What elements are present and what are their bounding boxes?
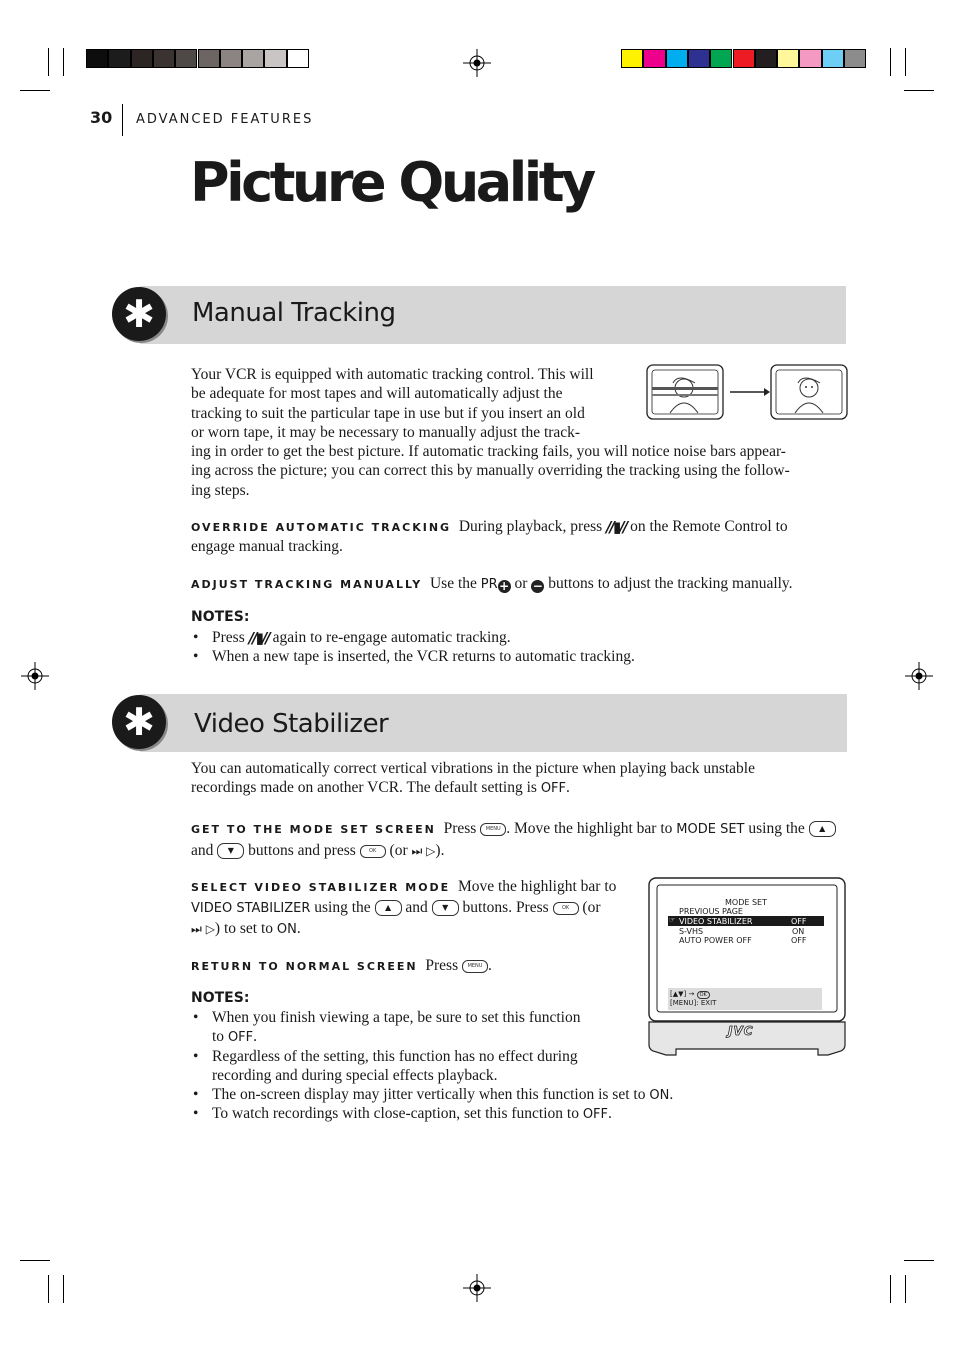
text-line: ing steps.	[191, 481, 250, 499]
osd-title: MODE SET	[725, 898, 767, 907]
crop-mark	[63, 1275, 64, 1303]
registration-target-icon	[463, 49, 491, 77]
color-swatch	[755, 49, 777, 68]
value-off: OFF	[227, 1030, 254, 1046]
running-head: ADVANCED FEATURES	[136, 112, 314, 127]
note-item: To watch recordings with close-caption, set this function to OFF.	[212, 1105, 612, 1122]
color-swatch	[844, 49, 866, 68]
text-span: recordings made on another VCR. The default setting is	[191, 779, 537, 797]
crop-mark	[63, 48, 64, 76]
bullet-icon: •	[193, 648, 199, 665]
play-icon: ▷	[426, 844, 436, 858]
menu-button-icon: MENU	[462, 960, 488, 973]
note-text: When you finish viewing a tape, be sure to set this function	[212, 1009, 581, 1026]
crop-mark	[904, 1260, 934, 1261]
value-on: ON	[276, 922, 297, 937]
registration-target-icon	[905, 662, 933, 690]
section-heading: Manual Tracking	[192, 298, 396, 328]
step-get-mode-set	[191, 818, 851, 862]
text-line: tracking to suit the particular tape in use but if you insert an old	[191, 404, 585, 422]
bullet-icon: •	[193, 1048, 199, 1065]
crop-mark	[48, 1275, 49, 1303]
brand-logo: JVC	[728, 1024, 754, 1038]
color-swatch	[733, 49, 755, 68]
bullet-icon: •	[193, 1086, 199, 1103]
step-text: using the	[314, 899, 371, 916]
note-item	[212, 1047, 632, 1086]
osd-row-value: OFF	[791, 917, 807, 926]
grayscale-swatch	[131, 49, 153, 68]
osd-row-label: VIDEO STABILIZER	[679, 917, 753, 926]
note-item: When a new tape is inserted, the VCR returns to automatic tracking.	[212, 648, 635, 665]
step-text: ) to set to	[214, 920, 274, 937]
mode-set-label: MODE SET	[676, 822, 745, 837]
note-text: The on-screen display may jitter vertically when this function is set to	[212, 1086, 646, 1103]
crop-mark	[48, 48, 49, 76]
grayscale-swatch	[108, 49, 130, 68]
step-text: Press	[425, 957, 459, 974]
step-text: Move the highlight bar to	[457, 878, 617, 895]
osd-footer-text: [▲▼] →	[670, 990, 695, 998]
step-text: (or	[582, 899, 601, 916]
step-text: ).	[435, 842, 445, 859]
grayscale-swatch	[198, 49, 220, 68]
step-heading: SELECT VIDEO STABILIZER MODE	[191, 881, 451, 894]
text-line: ing across the picture; you can correct this by manually overriding the tracking using the follow-	[191, 462, 790, 480]
step-text: using the	[748, 820, 805, 837]
tv-osd-illustration	[648, 877, 846, 1059]
text-line: You can automatically correct vertical vibrations in the picture when playing back unstable	[191, 760, 755, 777]
step-return-normal: RETURN TO NORMAL SCREEN Press MENU .	[191, 957, 492, 974]
text-line: or worn tape, it may be necessary to manually adjust the track-	[191, 423, 581, 441]
bullet-icon: •	[193, 629, 199, 646]
menu-button-icon: MENU	[480, 823, 506, 836]
color-swatch	[777, 49, 799, 68]
crop-mark	[20, 90, 50, 91]
skip-plus-icon: ⏭	[191, 922, 202, 936]
down-button-icon: ▼	[217, 843, 244, 859]
note-text: again to re-engage automatic tracking.	[272, 629, 511, 646]
step-heading: ADJUST TRACKING MANUALLY	[191, 578, 423, 591]
page-number: 30	[90, 108, 113, 127]
down-button-icon: ▼	[432, 900, 459, 916]
bullet-icon: •	[193, 1009, 199, 1026]
step-text: buttons. Press	[462, 899, 549, 916]
osd-footer-exit: [MENU]: EXIT	[670, 999, 717, 1007]
step-text: Press	[443, 820, 477, 837]
note-text: To watch recordings with close-caption, set this function to	[212, 1105, 579, 1122]
grayscale-swatch	[175, 49, 197, 68]
step-text: (or	[389, 842, 408, 859]
notes-heading: NOTES:	[191, 609, 250, 625]
step-override-tracking	[191, 517, 841, 557]
step-heading: GET TO THE MODE SET SCREEN	[191, 823, 436, 836]
section-bar-manual-tracking	[140, 286, 846, 344]
note-item: The on-screen display may jitter vertically when this function is set to ON.	[212, 1086, 674, 1103]
step-text: on the Remote Control to	[630, 518, 788, 535]
asterisk-icon: ✱	[112, 287, 166, 341]
crop-mark	[904, 90, 934, 91]
play-icon: ▷	[205, 922, 215, 936]
step-text: or	[514, 575, 528, 592]
value-off: OFF	[540, 781, 567, 797]
crop-mark	[20, 1260, 50, 1261]
tracking-illustration	[646, 363, 848, 421]
step-text: engage manual tracking.	[191, 538, 343, 556]
step-text: . Move the highlight bar to	[506, 820, 673, 837]
color-swatch	[710, 49, 732, 68]
grayscale-swatch	[264, 49, 286, 68]
registration-target-icon	[21, 662, 49, 690]
crop-mark	[905, 48, 906, 76]
notes-heading: NOTES:	[191, 990, 250, 1006]
crop-mark	[890, 48, 891, 76]
step-heading: RETURN TO NORMAL SCREEN	[191, 960, 418, 973]
ok-button-icon: OK	[360, 845, 386, 858]
color-swatch	[822, 49, 844, 68]
step-adjust-tracking	[191, 574, 851, 594]
note-text: Press	[212, 629, 245, 646]
step-text: and	[405, 899, 428, 916]
grayscale-swatch	[242, 49, 264, 68]
osd-row-label: PREVIOUS PAGE	[679, 907, 743, 916]
grayscale-swatch	[86, 49, 108, 68]
color-swatch	[799, 49, 821, 68]
ok-button-icon: OK	[553, 902, 579, 915]
up-button-icon: ▲	[809, 821, 836, 837]
registration-target-icon	[463, 1274, 491, 1302]
video-stabilizer-label: VIDEO STABILIZER	[191, 901, 311, 916]
note-text: recording and during special effects playback.	[212, 1067, 498, 1085]
grayscale-swatch	[287, 49, 309, 68]
osd-row-label: S-VHS	[679, 927, 704, 936]
color-swatch	[621, 49, 643, 68]
osd-row-label: AUTO POWER OFF	[679, 936, 752, 945]
step-select-video-stabilizer: SELECT VIDEO STABILIZER MODE Move the highlight bar to VIDEO STABILIZER using the ▲ and ▼ buttons. Press OK (or ⏭ ▷) to set to ON.	[191, 878, 617, 937]
section-bar-video-stabilizer	[140, 694, 847, 752]
header-divider	[122, 104, 123, 136]
osd-row-value: OFF	[791, 936, 807, 945]
bullet-icon: •	[193, 1105, 199, 1122]
note-item: When you finish viewing a tape, be sure to set this function to OFF.	[212, 1009, 581, 1046]
step-text: buttons and press	[248, 842, 356, 859]
osd-cursor-icon: ☞	[669, 916, 676, 924]
text-line: recordings made on another VCR. The default setting is OFF.	[191, 779, 570, 797]
note-item	[212, 628, 511, 648]
minus-button-icon: −	[532, 579, 543, 593]
step-text: and	[191, 842, 214, 859]
step-text: Use the	[429, 575, 477, 592]
page-title: Picture Quality	[190, 151, 593, 214]
color-swatch	[643, 49, 665, 68]
osd-row-value: ON	[792, 927, 805, 936]
osd-ok-icon: OK	[697, 991, 710, 999]
crop-mark	[905, 1275, 906, 1303]
color-swatch	[666, 49, 688, 68]
note-text: to	[212, 1028, 225, 1046]
text-line: be adequate for most tapes and will automatically adjust the	[191, 385, 563, 403]
section-heading: Video Stabilizer	[194, 709, 389, 739]
step-text: During playback, press	[458, 518, 603, 535]
step-text: buttons to adjust the tracking manually.	[548, 575, 793, 592]
grayscale-swatch	[153, 49, 175, 68]
skip-plus-icon: ⏭	[411, 844, 423, 858]
value-off: OFF	[582, 1107, 609, 1122]
crop-mark	[890, 1275, 891, 1303]
note-text: Regardless of the setting, this function has no effect during	[212, 1048, 578, 1065]
text-line: ing in order to get the best picture. If automatic tracking fails, you will notice noise bars appear-	[191, 443, 786, 461]
intro-paragraph	[191, 759, 851, 799]
grayscale-swatch	[220, 49, 242, 68]
plus-button-icon: +	[499, 579, 510, 593]
tracking-button-icon: //▮//	[606, 518, 627, 536]
asterisk-icon: ✱	[112, 695, 166, 749]
color-swatch	[688, 49, 710, 68]
step-heading: OVERRIDE AUTOMATIC TRACKING	[191, 521, 452, 534]
up-button-icon: ▲	[375, 900, 402, 916]
pr-label: PR	[480, 577, 498, 592]
tracking-button-icon: //▮//	[248, 629, 269, 647]
text-line: Your VCR is equipped with automatic tracking control. This will	[191, 366, 594, 383]
value-on: ON	[649, 1088, 670, 1103]
